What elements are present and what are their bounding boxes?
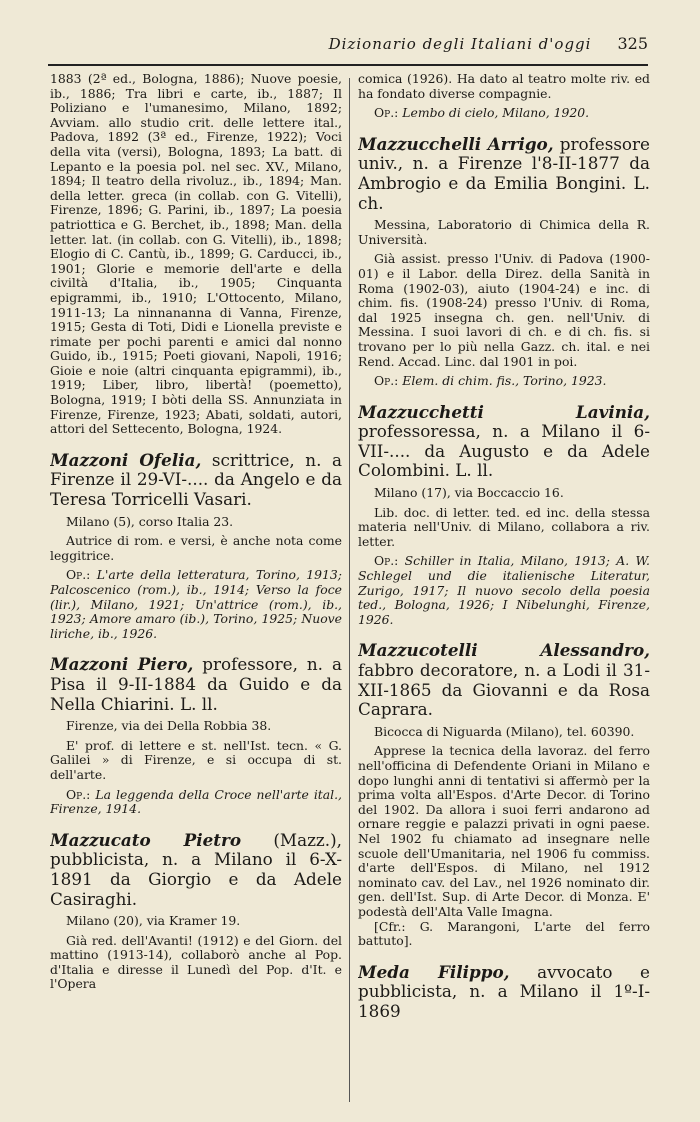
running-title: Dizionario degli Italiani d'oggi <box>328 35 592 53</box>
entry-paragraph: Apprese la tecnica della lavoraz. del ferro nell'officina di Defendente Oriani in Milano e dopo lunghi anni di tentativi si affermò per la prima volta all'Espos. d'Arte Decor. di Torino del 1902. Da allora i suoi ferri andarono ad ornare reggie e palazzi privati in ogni paese. Nel 1902 fu chiamato ad insegnare nelle scuole dell'Umanitaria, nel 1906 fu commiss. d'arte dell'Espos. di Milano, nel 1912 nominato cav. del Lav., nel 1926 nominato dir. gen. dell'Ist. Sup. di Arte Decor. di Monza. E' podestà dell'Alta Valle Imagna. <box>358 743 650 919</box>
right-column <box>358 72 650 1102</box>
two-column-body <box>50 72 650 1102</box>
entry-heading <box>50 655 342 714</box>
entry-mazzoni-piero <box>50 655 342 816</box>
continuation-text: comica (1926). Ha dato al teatro molte riv. ed ha fondato diverse compagnie. <box>358 72 650 101</box>
entry-name: Mazzucotelli Alessandro, <box>358 640 650 661</box>
entry-mazzucotelli-alessandro <box>358 641 650 948</box>
entry-works <box>50 788 342 817</box>
entry-works <box>50 568 342 641</box>
continuation-text: 1883 (2ª ed., Bologna, 1886); Nuove poesie, ib., 1886; Tra libri e carte, ib., 1887; Il Poliziano e l'umanesimo, Milano, 1892; Avviam. allo studio crit. delle lettere ital., Padova, 1892 (3ª ed., Firenze, 1922); Voci della vita (versi), Bologna, 1893; La batt. di Lepanto e la poesia pol. nel sec. XV., Milano, 1894; Il teatro della rivoluz., ib., 1894; Man. della letter. greca (in collab. con G. Vitelli), Firenze, 1896; G. Parini, ib., 1897; La poesia patriottica e G. Berchet, ib., 1898; Man. della letter. lat. (in collab. con G. Vitelli), ib., 1898; Elogio di C. Cantù, ib., 1899; G. Carducci, ib., 1901; Glorie e memorie dell'arte e della civiltà d'Italia, ib., 1905; Cinquanta epigrammi, ib., 1910; L'Ottocento, Milano, 1911-13; La ninnananna di Vanna, Firenze, 1915; Gesta di Toti, Didi e Lionella previste e rimate per pochi parenti e amici dal nonno Guido, ib., 1915; Poeti giovani, Napoli, 1916; Gioie e noie (altri cinquanta epigrammi), ib., 1919; Liber, libro, libertà! (poemetto), Bologna, 1919; I bòti della SS. Annunziata in Firenze, Firenze, 1923; Abati, soldati, autori, attori del Settecento, Bologna, 1924. <box>50 72 342 437</box>
continuation-works <box>358 106 650 121</box>
column-rule <box>342 72 358 1102</box>
entry-description: (Mazz.), pubblicista, n. a Milano il 6-X-1891 da Giorgio e da Adele Casiraghi. <box>50 829 342 909</box>
works-list: La leggenda della Croce nell'arte ital., Firenze, 1914. <box>50 786 342 817</box>
entry-mazzucchetti-lavinia <box>358 403 650 628</box>
entry-description: professore univ., n. a Firenze l'8-II-1877 da Ambrogio e da Emilia Bongini. L. ch. <box>358 133 650 213</box>
entry-paragraph: Già assist. presso l'Univ. di Padova (1900-01) e il Labor. della Direz. della Sanità in Roma (1902-03), aiuto (1904-24) e inc. di chim. fis. (1908-24) presso l'Univ. di Roma, dal 1925 insegna ch. gen. nell'Univ. di Messina. I suoi lavori di ch. e di ch. fis. si trovano per lo più nella Gazz. ch. ital. e nei Rend. Accad. Linc. dal 1901 in poi. <box>358 251 650 369</box>
entry-address: Firenze, via dei Della Robbia 38. <box>66 718 272 734</box>
entry-address: Milano (5), corso Italia 23. <box>66 513 234 529</box>
entry-description: professore, n. a Pisa il 9-II-1884 da Guido e da Nella Chiarini. L. ll. <box>50 654 342 714</box>
entry-address: Bicocca di Niguarda (Milano), tel. 60390. <box>374 723 635 739</box>
entry-description: professoressa, n. a Milano il 6-VII-.... da Augusto e da Adele Colombini. L. ll. <box>358 421 650 481</box>
works-label: Op.: <box>374 105 399 121</box>
entry-description: avvocato e pubblicista, n. a Milano il 1º-I-1869 <box>358 961 650 1021</box>
entry-mazzucato-pietro <box>50 831 342 992</box>
entry-paragraph: E' prof. di lettere e st. nell'Ist. tecn. « G. Galilei » di Firenze, e si occupa di st. dell'arte. <box>50 737 342 782</box>
entry-reference: [Cfr.: G. Marangoni, L'arte del ferro battuto]. <box>358 918 650 949</box>
left-column <box>50 72 342 1102</box>
entry-description: fabbro decoratore, n. a Lodi il 31-XII-1865 da Giovanni e da Rosa Caprara. <box>358 660 650 720</box>
entry-name: Mazzoni Ofelia, <box>50 449 202 470</box>
works-list: Schiller in Italia, Milano, 1913; A. W. Schlegel und die italienische Literatur, Zurigo, 1917; Il nuovo secolo della poesia ted., Bologna, 1926; I Nibelunghi, Firenze, 1926. <box>358 553 650 627</box>
works-label: Op.: <box>66 786 91 802</box>
entry-heading <box>358 641 650 719</box>
page-number: 325 <box>617 34 648 53</box>
entry-heading <box>358 403 650 481</box>
works-list: Lembo di cielo, Milano, 1920. <box>402 105 590 121</box>
works-list: L'arte della letteratura, Torino, 1913; Palcoscenico (rom.), ib., 1914; Verso la foce (lir.), Milano, 1921; Un'attrice (rom.), ib., 1923; Amore amaro (ib.), Torino, 1925; Nuove liriche, ib., 1926. <box>50 567 342 641</box>
works-list: Elem. di chim. fis., Torino, 1923. <box>402 373 607 389</box>
entry-mazzucchelli-arrigo <box>358 135 650 389</box>
entry-heading <box>358 963 650 1022</box>
entry-meda-filippo <box>358 963 650 1022</box>
entry-mazzoni-ofelia <box>50 451 342 642</box>
works-label: Op.: <box>374 553 399 569</box>
entry-paragraph: Autrice di rom. e versi, è anche nota come leggitrice. <box>50 533 342 563</box>
entry-address: Milano (17), via Boccaccio 16. <box>374 485 564 501</box>
entry-name: Mazzucchetti Lavinia, <box>358 401 650 422</box>
entry-heading <box>50 831 342 909</box>
page-header <box>48 34 648 66</box>
entry-heading <box>50 451 342 510</box>
entry-paragraph: Già red. dell'Avanti! (1912) e del Giorn. del mattino (1913-14), collaborò anche al Pop. d'Italia e diresse il Lunedì del Pop. d'It. e l'Opera <box>50 932 342 992</box>
works-label: Op.: <box>374 373 399 389</box>
entry-paragraph: Lib. doc. di letter. ted. ed inc. della stessa materia nell'Univ. di Milano, collabora a riv. letter. <box>358 504 650 549</box>
entry-name: Mazzucato Pietro <box>50 829 242 850</box>
entry-name: Meda Filippo, <box>358 961 510 982</box>
works-label: Op.: <box>66 567 91 583</box>
entry-heading <box>358 135 650 213</box>
entry-description: scrittrice, n. a Firenze il 29-VI-.... da Angelo e da Teresa Torricelli Vasari. <box>50 449 342 510</box>
entry-name: Mazzoni Piero, <box>50 654 194 675</box>
entry-address: Milano (20), via Kramer 19. <box>66 913 241 929</box>
entry-works <box>358 554 650 627</box>
entry-works <box>358 374 650 389</box>
entry-address: Messina, Laboratorio di Chimica della R. Università. <box>358 217 650 247</box>
entry-name: Mazzucchelli Arrigo, <box>358 133 554 154</box>
